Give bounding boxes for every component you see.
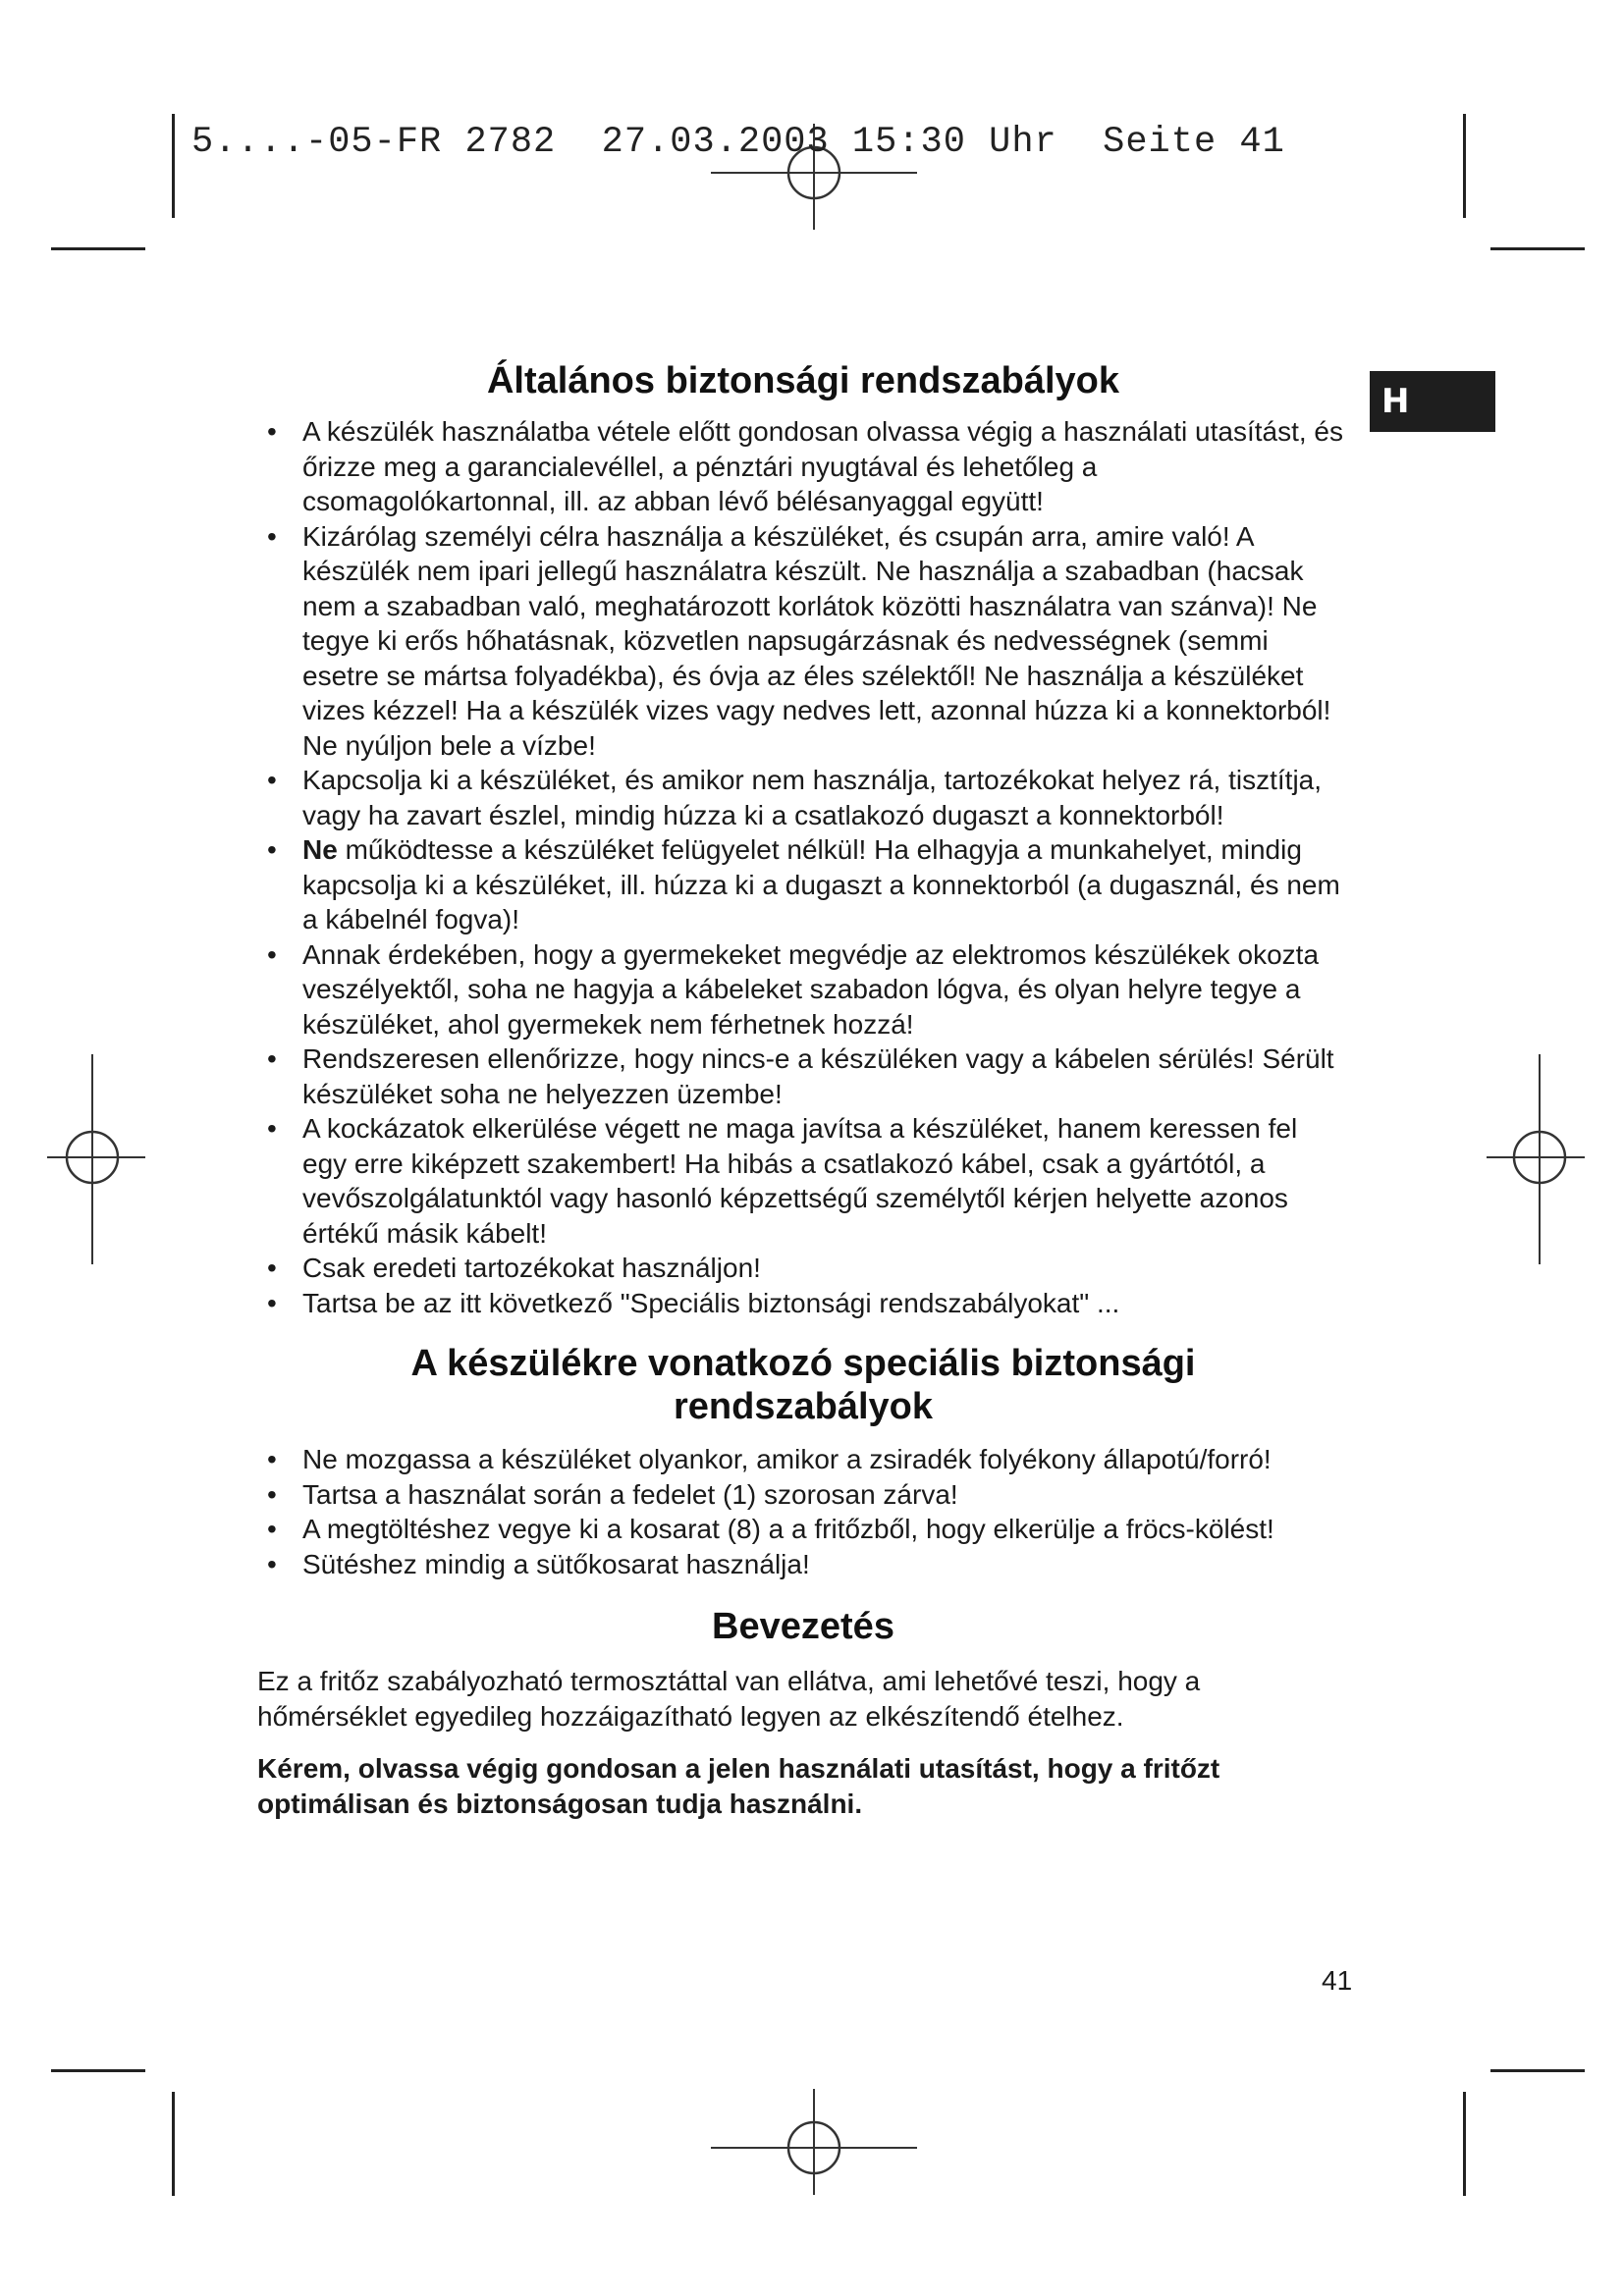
list-item: • Annak érdekében, hogy a gyermekeket megvédje az elektromos készülékek okozta veszélyektől, soha ne hagyja a kábeleket szabadon lógva, és olyan helyre tegye a készüléket, ahol gyermekek nem férhetnek hozzá! bbox=[267, 938, 1320, 1040]
list-item: • Tartsa a használat során a fedelet (1) szorosan zárva! bbox=[267, 1478, 958, 1510]
bold-prefix: Ne bbox=[302, 834, 338, 865]
registration-mark-left bbox=[47, 1054, 145, 1264]
print-header: 5....-05-FR 2782 27.03.2003 15:30 Uhr Seite 41 bbox=[191, 122, 1285, 163]
section-title-general-safety: Általános biztonsági rendszabályok bbox=[486, 360, 1120, 401]
list-item: • Ne működtesse a készüléket felügyelet nélkül! Ha elhagyja a munkahelyet, mindig kapcsolja ki a készüléket, ill. húzza ki a dugaszt a konnektorból (a dugasznál, és nem a kábelnél fogva)! bbox=[267, 834, 1340, 934]
crop-mark-bottom-left-horizontal bbox=[51, 2069, 145, 2072]
section-title-special-safety: A készülékre vonatkozó speciális biztonsági rendszabályok bbox=[410, 1343, 1196, 1427]
document-content bbox=[257, 359, 1349, 1821]
special-safety-list bbox=[257, 1442, 1349, 1581]
section-title-introduction: Bevezetés bbox=[712, 1606, 894, 1647]
registration-mark-bottom bbox=[711, 2089, 917, 2197]
list-item: • A megtöltéshez vegye ki a kosarat (8) a a fritőzből, hogy elkerülje a fröcs-kölést! bbox=[267, 1514, 1274, 1544]
list-item: • Rendszeresen ellenőrizze, hogy nincs-e a készüléken vagy a kábelen sérülés! Sérült készüléket soha ne helyezzen üzembe! bbox=[267, 1043, 1334, 1109]
intro-paragraph: Ez a fritőz szabályozható termosztáttal van ellátva, ami lehetővé teszi, hogy a hőmérséklet egyedileg hozzáigazítható legyen az elkészítendő ételhez. bbox=[257, 1666, 1201, 1732]
list-item: • Csak eredeti tartozékokat használjon! bbox=[267, 1253, 761, 1283]
crop-mark-top-right-horizontal bbox=[1490, 247, 1585, 250]
page-number: 41 bbox=[1322, 1965, 1353, 1996]
crop-mark-bottom-left-vertical bbox=[172, 2092, 175, 2196]
crop-mark-top-left-vertical bbox=[172, 114, 175, 218]
list-item: • Kapcsolja ki a készüléket, és amikor nem használja, tartozékokat helyez rá, tisztítja, vagy ha zavart észlel, mindig húzza ki a csatlakozó dugaszt a konnektorból! bbox=[267, 765, 1323, 830]
general-safety-list bbox=[257, 414, 1349, 1320]
list-item: • Kizárólag személyi célra használja a készüléket, és csupán arra, amire való! A készülék nem ipari jellegű használatra készült. Ne használja a szabadban (hacsak nem a szabadban való, meghatározott korlátok közötti használatra van szánva)! Ne tegye ki erős hőhatásnak, közvetlen napsugárzásnak és nedvességnek (semmi esetre se mártsa folyadékba), és óvja az éles szélektől! Ne használja a készüléket vizes kézzel! Ha a készülék vizes vagy nedves lett, azonnal húzza ki a konnektorból! Ne nyúljon bele a vízbe! bbox=[267, 520, 1331, 761]
crop-mark-bottom-right-horizontal bbox=[1490, 2069, 1585, 2072]
intro-bold-note: Kérem, olvassa végig gondosan a jelen használati utasítást, hogy a fritőzt optimálisan és biztonságosan tudja használni. bbox=[257, 1753, 1220, 1819]
list-item: • Sütéshez mindig a sütőkosarat használja! bbox=[267, 1548, 810, 1579]
list-item: • A kockázatok elkerülése végett ne maga javítsa a készüléket, hanem keressen fel egy erre kiképzett szakembert! Ha hibás a csatlakozó kábel, csak a gyártótól, a vevőszolgálatunktól vagy hasonló képzettségű személytől kérjen helyette azonos értékű másik kábelt! bbox=[267, 1113, 1298, 1249]
crop-mark-top-right-vertical bbox=[1463, 114, 1466, 218]
list-item: • A készülék használatba vétele előtt gondosan olvassa végig a használati utasítást, és őrizze meg a garancialevéllel, a pénztári nyugtával és lehetőleg a csomagolókartonnal, ill. az abban lévő bélésanyaggal együtt! bbox=[267, 416, 1344, 516]
language-tab: H bbox=[1370, 371, 1495, 432]
list-item: • Tartsa be az itt következő "Speciális biztonsági rendszabályokat" ... bbox=[267, 1287, 1120, 1318]
list-item: • Ne mozgassa a készüléket olyankor, amikor a zsiradék folyékony állapotú/forró! bbox=[267, 1444, 1272, 1474]
registration-mark-right bbox=[1487, 1054, 1585, 1264]
crop-mark-top-left-horizontal bbox=[51, 247, 145, 250]
crop-mark-bottom-right-vertical bbox=[1463, 2092, 1466, 2196]
